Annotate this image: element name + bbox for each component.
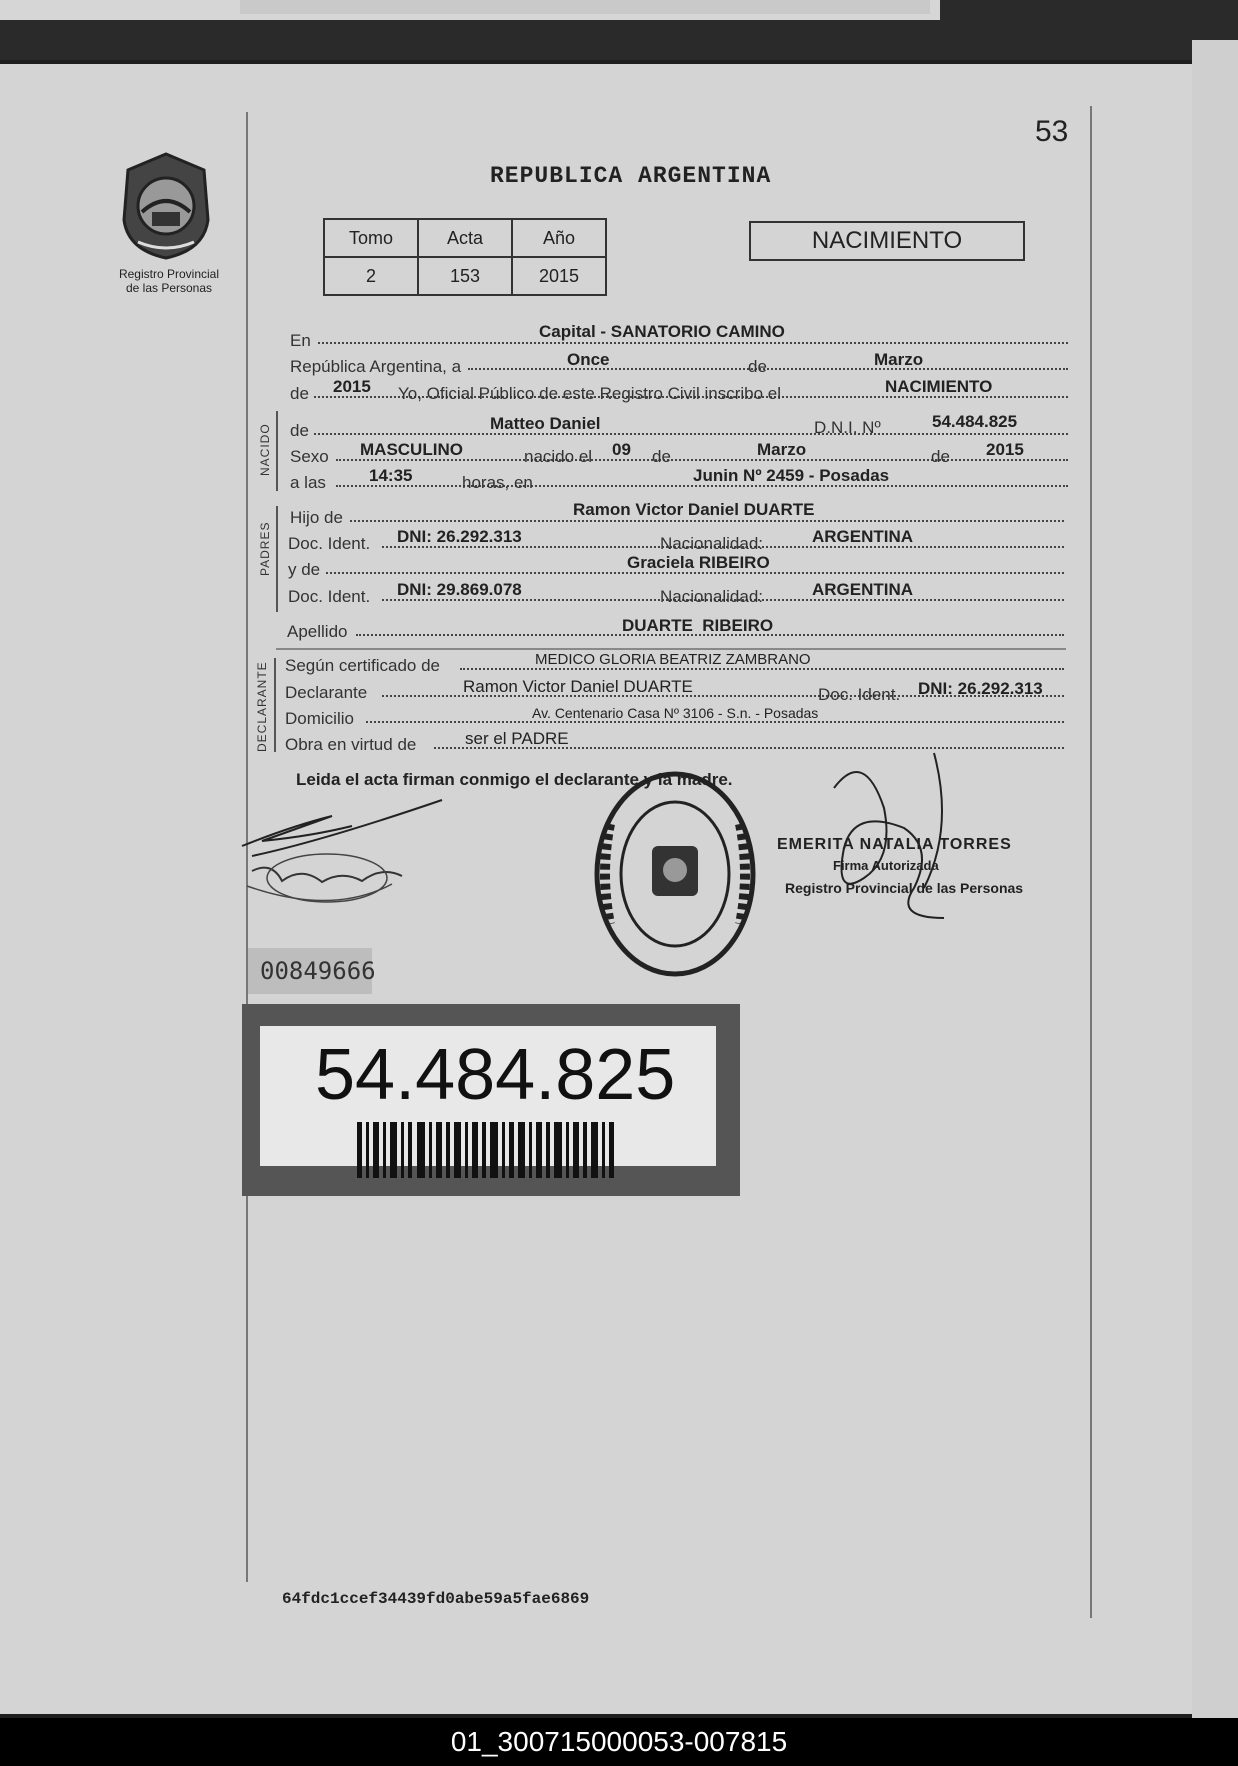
- nationality-label: Nacionalidad:: [660, 534, 764, 553]
- dni-label-panel: [260, 1026, 716, 1166]
- table-header: Tomo: [324, 219, 418, 257]
- document-title: REPUBLICA ARGENTINA: [490, 163, 772, 189]
- surname-value: DUARTE RIBEIRO: [622, 616, 774, 635]
- de-label: de: [652, 447, 671, 466]
- birth-day: 09: [612, 440, 631, 459]
- logo-caption: [104, 267, 234, 295]
- scan-edge-strip: [240, 0, 930, 14]
- doc-label: Doc. Ident.: [288, 587, 371, 606]
- domicilio-label: Domicilio: [285, 709, 354, 728]
- table-header: Año: [512, 219, 606, 257]
- month-value: Marzo: [874, 350, 924, 369]
- table-cell: 153: [418, 257, 512, 295]
- father-doc: DNI: 26.292.313: [397, 527, 522, 546]
- doc-label: Doc. Ident.: [818, 685, 901, 704]
- de-label: de: [290, 384, 309, 403]
- birth-place: Junin Nº 2459 - Posadas: [693, 466, 890, 485]
- scan-top-edge: [0, 0, 1238, 60]
- province-seal-icon: [118, 150, 214, 262]
- book-reference-table: [323, 218, 607, 296]
- a-las-label: a las: [290, 473, 326, 492]
- certificate-value: MEDICO GLORIA BEATRIZ ZAMBRANO: [535, 651, 811, 668]
- y-de-label: y de: [288, 560, 321, 579]
- document-hash: 64fdc1ccef34439fd0abe59a5fae6869: [282, 1590, 590, 1608]
- nationality-label: Nacionalidad:: [660, 587, 764, 606]
- section-divider: [276, 506, 278, 612]
- sexo-label: Sexo: [290, 447, 329, 466]
- official-stamp: [590, 764, 760, 984]
- declarant-name: Ramon Victor Daniel DUARTE: [463, 677, 693, 696]
- section-label-padres: PADRES: [258, 521, 272, 576]
- record-type-box: NACIMIENTO: [749, 221, 1025, 261]
- mother-doc: DNI: 29.869.078: [397, 580, 522, 599]
- declarant-doc: DNI: 26.292.313: [918, 679, 1043, 698]
- hijo-label: Hijo de: [290, 508, 343, 527]
- registrar-role: Firma Autorizada: [833, 858, 939, 873]
- mother-nationality: ARGENTINA: [812, 580, 914, 599]
- doc-label: Doc. Ident.: [288, 534, 371, 553]
- adjacent-page-edge: [1192, 40, 1238, 1730]
- father-nationality: ARGENTINA: [812, 527, 914, 546]
- declarante-label: Declarante: [285, 683, 368, 702]
- table-header: Acta: [418, 219, 512, 257]
- de-label: de: [931, 447, 950, 466]
- declarant-signature: [232, 786, 452, 926]
- page-number: 53: [1035, 115, 1069, 148]
- certificado-label: Según certificado de: [285, 656, 440, 675]
- en-label: En: [290, 331, 311, 350]
- year-value: 2015: [333, 377, 371, 396]
- right-margin-line: [1090, 106, 1092, 1618]
- dni-label: D.N.I. Nº: [814, 418, 881, 437]
- oficial-text: Yo, Oficial Público de este Registro Civil inscribo el: [398, 384, 781, 403]
- table-cell: 2015: [512, 257, 606, 295]
- nacido-el-label: nacido el: [524, 447, 593, 466]
- logo-caption-line: de las Personas: [125, 281, 213, 295]
- republica-label: República Argentina, a: [290, 357, 462, 376]
- address-value: Av. Centenario Casa Nº 3106 - S.n. - Posadas: [532, 705, 819, 721]
- apellido-label: Apellido: [287, 622, 348, 641]
- sex-value: MASCULINO: [360, 440, 463, 459]
- dni-number: 54.484.825: [315, 1035, 676, 1115]
- obra-label: Obra en virtud de: [285, 735, 417, 754]
- section-label-nacido: NACIDO: [258, 423, 272, 476]
- de-label: de: [290, 421, 309, 440]
- day-value: Once: [567, 350, 610, 369]
- section-label-declarante: DECLARANTE: [255, 661, 269, 752]
- barcode-icon: [357, 1122, 657, 1178]
- place-value: Capital - SANATORIO CAMINO: [539, 322, 785, 341]
- closing-statement: Leida el acta firman conmigo el declarante y la madre.: [296, 770, 733, 789]
- registrar-office: Registro Provincial de las Personas: [785, 880, 1024, 896]
- child-dni: 54.484.825: [932, 412, 1018, 431]
- inscription-type: NACIMIENTO: [885, 377, 993, 396]
- birth-month: Marzo: [757, 440, 807, 459]
- registrar-name: EMERITA NATALIA TORRES: [777, 836, 1012, 853]
- table-cell: 2: [324, 257, 418, 295]
- horas-label: horas, en: [462, 473, 533, 492]
- dotted-line: [468, 356, 1068, 370]
- child-name: Matteo Daniel: [490, 414, 601, 433]
- dni-barcode-label: [242, 1004, 740, 1196]
- logo-caption-line: Registro Provincial: [118, 267, 220, 281]
- mother-name: Graciela RIBEIRO: [627, 553, 770, 572]
- scan-footer-id: 01_300715000053-007815: [0, 1718, 1238, 1766]
- control-number: 00849666: [248, 948, 372, 994]
- de-label: de: [748, 357, 767, 376]
- section-divider: [274, 658, 276, 752]
- section-divider: [276, 411, 278, 491]
- father-name: Ramon Victor Daniel DUARTE: [573, 500, 815, 519]
- birth-year: 2015: [986, 440, 1024, 459]
- capacity-value: ser el PADRE: [465, 729, 569, 748]
- birth-time: 14:35: [369, 466, 413, 485]
- divider: [276, 648, 1066, 650]
